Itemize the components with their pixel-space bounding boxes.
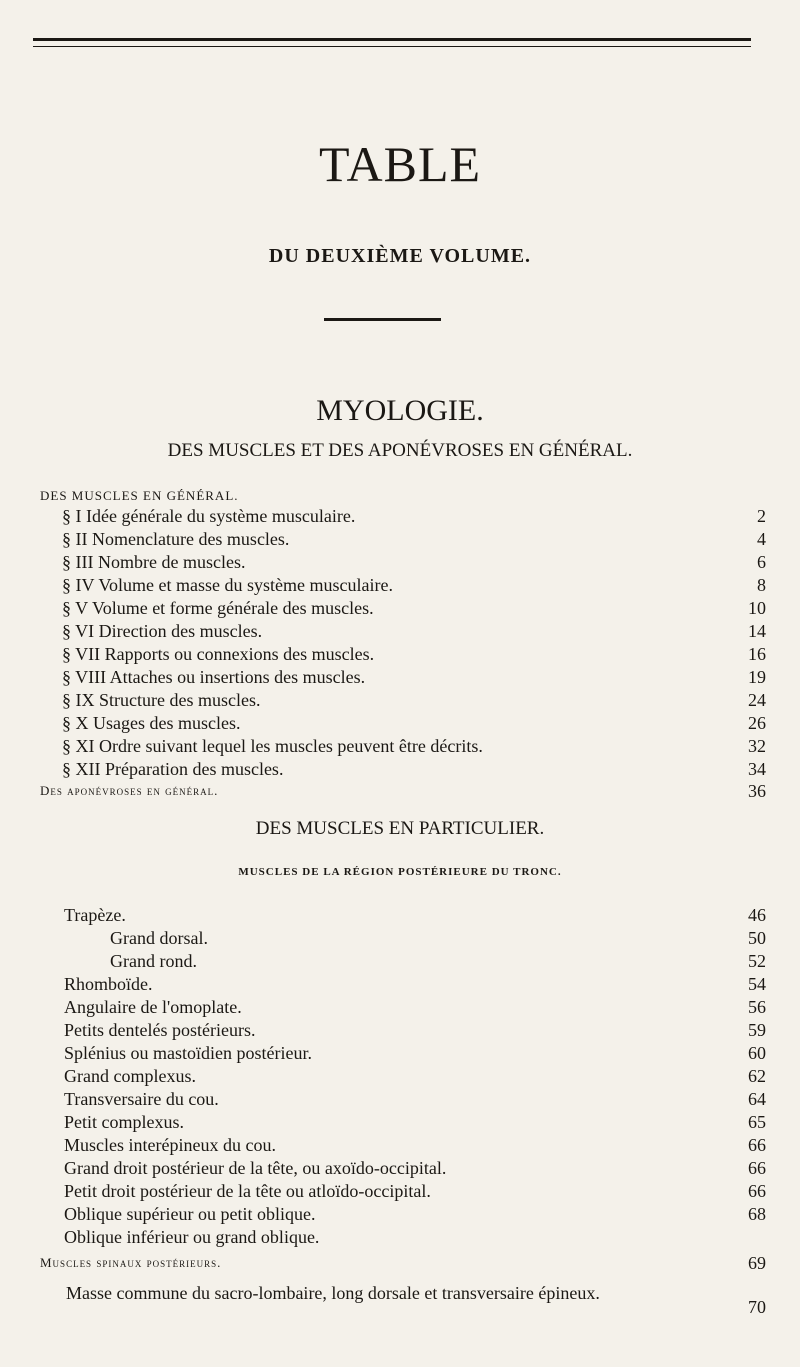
toc-category: [40, 1252, 766, 1274]
toc-entry: [40, 643, 766, 665]
toc-entry: [40, 1134, 766, 1156]
entry-label: § IX Structure des muscles.: [62, 690, 261, 710]
toc-entry: [40, 996, 766, 1018]
toc-entry: [40, 528, 766, 550]
entry-page: 2: [757, 506, 766, 526]
entry-label: Transversaire du cou.: [64, 1089, 219, 1109]
entry-page: 52: [748, 951, 766, 971]
entry-page: 66: [748, 1181, 766, 1201]
toc-entry: [40, 620, 766, 642]
entry-label: § XI Ordre suivant lequel les muscles peuvent être décrits.: [62, 736, 483, 756]
category-label: Muscles spinaux postérieurs.: [40, 1255, 222, 1270]
toc-entry: [40, 505, 766, 527]
toc-entry: [40, 904, 766, 926]
entry-page: 59: [748, 1020, 766, 1040]
toc-entry: [40, 1042, 766, 1064]
toc-entry: [40, 1111, 766, 1133]
toc-category: [40, 780, 766, 802]
entry-label: § VIII Attaches ou insertions des muscles.: [62, 667, 366, 687]
entry-page: 34: [748, 759, 766, 779]
entry-label: § VII Rapports ou connexions des muscles.: [62, 644, 375, 664]
toc-entry: [40, 551, 766, 573]
entry-page: 54: [748, 974, 766, 994]
toc-entry: [40, 712, 766, 734]
toc-entry: [40, 950, 766, 972]
entry-label: Petit droit postérieur de la tête ou atloïdo-occipital.: [64, 1181, 431, 1201]
entry-label: Masse commune du sacro-lombaire, long dorsale et transversaire épineux.: [66, 1283, 600, 1303]
entry-page: 19: [748, 667, 766, 687]
entry-page: 46: [748, 905, 766, 925]
entry-label: Rhomboïde.: [64, 974, 153, 994]
entry-page: 32: [748, 736, 766, 756]
toc-entry: [40, 1157, 766, 1179]
entry-page: 16: [748, 644, 766, 664]
toc-entry: [40, 1203, 766, 1225]
toc-entry: [40, 927, 766, 949]
toc-entry: [40, 1180, 766, 1202]
entry-label: Muscles interépineux du cou.: [64, 1135, 276, 1155]
entry-label: § IV Volume et masse du système musculaire.: [62, 575, 393, 595]
toc-entry: [40, 666, 766, 688]
entry-page: 65: [748, 1112, 766, 1132]
entry-label: § X Usages des muscles.: [62, 713, 241, 733]
entry-page: 60: [748, 1043, 766, 1063]
part-title: MYOLOGIE.: [316, 394, 484, 427]
entry-page: 56: [748, 997, 766, 1017]
entry-page: 66: [748, 1135, 766, 1155]
entry-label: Oblique inférieur ou grand oblique.: [64, 1227, 320, 1247]
entry-page: 36: [748, 781, 766, 801]
toc-entry: [40, 735, 766, 757]
top-rule-thin: [33, 46, 751, 47]
entry-page: 10: [748, 598, 766, 618]
entry-label: Angulaire de l'omoplate.: [64, 997, 242, 1017]
toc-entry: [40, 597, 766, 619]
entry-label: Grand rond.: [110, 951, 197, 971]
entry-page: 14: [748, 621, 766, 641]
subsection-heading: MUSCLES DE LA RÉGION POSTÉRIEURE DU TRONC.: [238, 866, 562, 878]
section-heading: DES MUSCLES EN PARTICULIER.: [255, 818, 545, 839]
entry-page: 68: [748, 1204, 766, 1224]
toc-entry: [40, 1088, 766, 1110]
entry-label: § I Idée générale du système musculaire.: [62, 506, 356, 526]
entry-label: § II Nomenclature des muscles.: [62, 529, 290, 549]
entry-label: Trapèze.: [64, 905, 126, 925]
entry-label: Splénius ou mastoïdien postérieur.: [64, 1043, 312, 1063]
entry-label: Grand droit postérieur de la tête, ou axoïdo-occipital.: [64, 1158, 447, 1178]
entry-page: 6: [757, 552, 766, 572]
entry-page: 66: [748, 1158, 766, 1178]
entry-label: Grand complexus.: [64, 1066, 196, 1086]
entry-label: § V Volume et forme générale des muscles.: [62, 598, 374, 618]
entry-page: 50: [748, 928, 766, 948]
entry-label: Petit complexus.: [64, 1112, 184, 1132]
entry-page: 8: [757, 575, 766, 595]
entry-label: Petits dentelés postérieurs.: [64, 1020, 256, 1040]
entry-page: 24: [748, 690, 766, 710]
entry-page: 26: [748, 713, 766, 733]
toc-entry: [40, 1282, 766, 1330]
toc-category: [40, 485, 766, 507]
toc-entry: [40, 574, 766, 596]
category-label: DES MUSCLES EN GÉNÉRAL.: [40, 488, 239, 503]
page-title: TABLE: [318, 136, 482, 192]
entry-label: Grand dorsal.: [110, 928, 208, 948]
category-label: Des aponévroses en général.: [40, 783, 219, 798]
entry-page: 69: [748, 1253, 766, 1273]
toc-entry: [40, 1019, 766, 1041]
entry-page: 70: [748, 1297, 766, 1317]
entry-page: 62: [748, 1066, 766, 1086]
entry-page: 64: [748, 1089, 766, 1109]
page-subtitle: DU DEUXIÈME VOLUME.: [268, 245, 532, 267]
toc-entry: [40, 1226, 766, 1248]
toc-entry: [40, 1065, 766, 1087]
entry-label: Oblique supérieur ou petit oblique.: [64, 1204, 316, 1224]
entry-page: 4: [757, 529, 766, 549]
entry-label: § XII Préparation des muscles.: [62, 759, 284, 779]
section-heading: DES MUSCLES ET DES APONÉVROSES EN GÉNÉRAL.: [167, 440, 633, 461]
entry-label: § III Nombre de muscles.: [62, 552, 246, 572]
toc-entry: [40, 758, 766, 780]
top-rule: [33, 38, 751, 41]
toc-entry: [40, 689, 766, 711]
title-divider: [324, 318, 441, 321]
entry-label: § VI Direction des muscles.: [62, 621, 263, 641]
toc-entry: [40, 973, 766, 995]
